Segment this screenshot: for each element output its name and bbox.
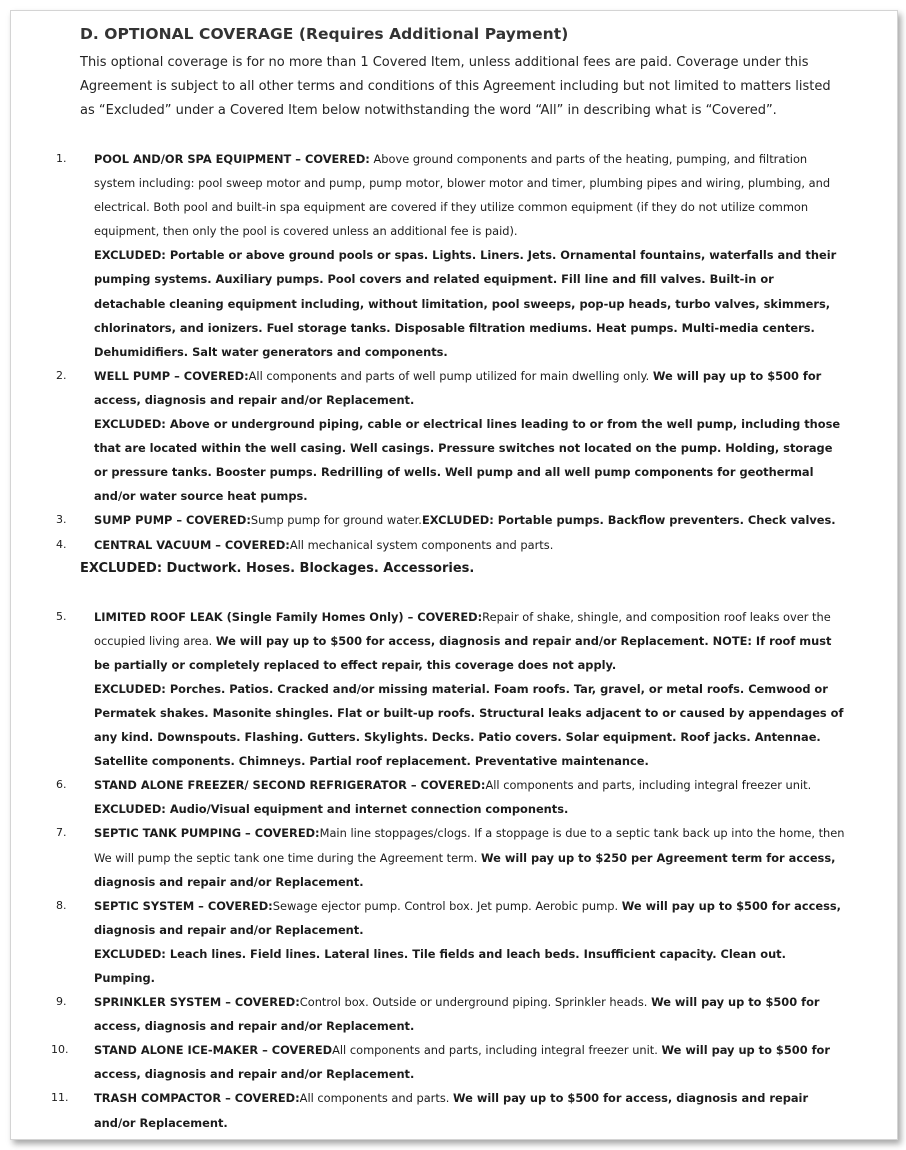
item-payment-limit: We will pay up to $500 for access, diagnosis and repair and/or Replacement. (94, 368, 822, 407)
item-title: SEPTIC SYSTEM – COVERED: (94, 898, 273, 913)
central-vacuum-excluded: EXCLUDED: Ductwork. Hoses. Blockages. Accessories. (80, 560, 475, 576)
coverage-list-continued (51, 605, 846, 1135)
item-excluded: EXCLUDED: Porches. Patios. Cracked and/or missing material. Foam roofs. Tar, gravel, or metal roofs. Cemwood or Permatek shakes. Masonite shingles. Flat or built-up roofs. Structural leaks adjacent to or caused by appendages of any kind. Downspouts. Flashing. Gutters. Skylights. Decks. Patio covers. Solar equipment. Roof jacks. Antennae. Satellite components. Chimneys. Partial roof replacement. Preventative maintenance. (94, 681, 844, 769)
item-title: TRASH COMPACTOR – COVERED: (94, 1091, 300, 1106)
item-number: 1. (56, 152, 67, 165)
item-description: All mechanical system components and parts. (289, 537, 554, 552)
item-excluded: EXCLUDED: Portable pumps. Backflow preventers. Check valves. (421, 513, 836, 528)
item-payment-limit: We will pay up to $500 for access, diagnosis and repair and/or Replacement. (94, 898, 841, 937)
coverage-item-central-vacuum (56, 533, 846, 557)
item-excluded: EXCLUDED: Leach lines. Field lines. Lateral lines. Tile fields and leach beds. Insufficient capacity. Clean out. Pumping. (94, 946, 786, 985)
section-heading: D. OPTIONAL COVERAGE (Requires Additional Payment) (80, 25, 569, 43)
item-number: 9. (56, 995, 67, 1009)
item-description: Repair of shake, shingle, and composition roof leaks over the occupied living area. (94, 609, 831, 648)
item-title: STAND ALONE ICE-MAKER – COVERED (94, 1043, 333, 1058)
item-title: POOL AND/OR SPA EQUIPMENT – COVERED: (94, 152, 370, 166)
item-excluded: EXCLUDED: Portable or above ground pools or spas. Lights. Liners. Jets. Ornamental fountains, waterfalls and their pumping systems. Auxiliary pumps. Pool covers and related equipment. Fill line and fill valves. Built-in or detachable cleaning equipment including, without limitation, pool sweeps, pop-up heads, turbo valves, skimmers, chlorinators, and ionizers. Fuel storage tanks. Disposable filtration mediums. Heat pumps. Multi-media centers. Dehumidifiers. Salt water generators and components. (94, 248, 837, 359)
item-number: 6. (56, 778, 67, 792)
item-excluded: EXCLUDED: Audio/Visual equipment and internet connection components. (94, 802, 569, 817)
item-payment-limit: We will pay up to $500 for access, diagnosis and repair and/or Replacement. (94, 995, 820, 1034)
coverage-item-ice-maker (51, 1038, 846, 1086)
item-number: 11. (51, 1091, 69, 1105)
item-payment-limit: We will pay up to $500 for access, diagnosis and repair and/or Replacement. (94, 1043, 830, 1082)
item-excluded: EXCLUDED: Above or underground piping, cable or electrical lines leading to or from the well pump, including those that are located within the well casing. Well casings. Pressure switches not located on the pump. Holding, storage or pressure tanks. Booster pumps. Redrilling of wells. Well pump and all well pump components for geothermal and/or water source heat pumps. (94, 417, 841, 504)
item-payment-limit: We will pay up to $250 per Agreement term for access, diagnosis and repair and/or Replacement. (94, 850, 836, 889)
coverage-item-septic-tank (56, 821, 846, 893)
item-number: 5. (56, 609, 67, 623)
item-description: All components and parts of well pump utilized for main dwelling only. (248, 368, 653, 383)
coverage-item-freezer (56, 773, 846, 821)
coverage-item-roof-leak (56, 605, 846, 774)
coverage-item-well-pump (56, 364, 846, 509)
item-number: 8. (56, 898, 67, 912)
item-description: All components and parts. (299, 1091, 453, 1106)
coverage-item-septic-system (56, 894, 846, 990)
document-content (51, 23, 846, 1135)
item-number: 7. (56, 826, 67, 840)
item-title: SEPTIC TANK PUMPING – COVERED: (94, 826, 320, 841)
item-description: Control box. Outside or underground piping. Sprinkler heads. (299, 995, 652, 1010)
coverage-item-sump-pump (56, 508, 846, 532)
item-description: All components and parts, including integral freezer unit. (332, 1043, 662, 1058)
item-number: 2. (56, 368, 67, 382)
coverage-list (56, 147, 846, 557)
item-number: 3. (56, 513, 67, 527)
section-intro: This optional coverage is for no more than 1 Covered Item, unless additional fees are paid. Coverage under this Agreement is subject to all other terms and conditions of this Agreement including but not limited to matters listed as “Excluded” under a Covered Item below notwithstanding the word “All” in describing what is “Covered”. (80, 55, 831, 118)
item-description: Sump pump for ground water. (250, 513, 422, 528)
item-title: SPRINKLER SYSTEM – COVERED: (94, 995, 300, 1010)
item-payment-limit: We will pay up to $500 for access, diagnosis and repair and/or Replacement. NOTE: If roof must be partially or completely replaced to effect repair, this coverage does not apply. (94, 633, 832, 672)
item-payment-limit: We will pay up to $500 for access, diagnosis and repair and/or Replacement. (94, 1091, 809, 1130)
item-description: All components and parts, including integral freezer unit. (485, 778, 812, 793)
item-title: CENTRAL VACUUM – COVERED: (94, 537, 290, 552)
item-number: 4. (56, 537, 67, 551)
item-description: Above ground components and parts of the heating, pumping, and filtration system including: pool sweep motor and pump, pump motor, blower motor and timer, plumbing pipes and wiring, plumbing, and electrical. Both pool and built-in spa equipment are covered if they utilize common equipment (if they do not utilize common equipment, then only the pool is covered unless an additional fee is paid). (94, 152, 831, 239)
item-title: WELL PUMP – COVERED: (94, 368, 249, 383)
item-number: 10. (51, 1043, 69, 1057)
item-description: Main line stoppages/clogs. If a stoppage is due to a septic tank back up into the home, then We will pump the septic tank one time during the Agreement term. (94, 826, 845, 865)
item-title: STAND ALONE FREEZER/ SECOND REFRIGERATOR – COVERED: (94, 778, 486, 793)
item-description: Sewage ejector pump. Control box. Jet pump. Aerobic pump. (272, 898, 622, 913)
item-title: LIMITED ROOF LEAK (Single Family Homes Only) – COVERED: (94, 609, 483, 624)
coverage-item-pool-spa (56, 147, 846, 364)
coverage-item-sprinkler (56, 990, 846, 1038)
item-title: SUMP PUMP – COVERED: (94, 513, 251, 528)
document-page (10, 10, 898, 1140)
coverage-item-trash-compactor (51, 1086, 846, 1134)
